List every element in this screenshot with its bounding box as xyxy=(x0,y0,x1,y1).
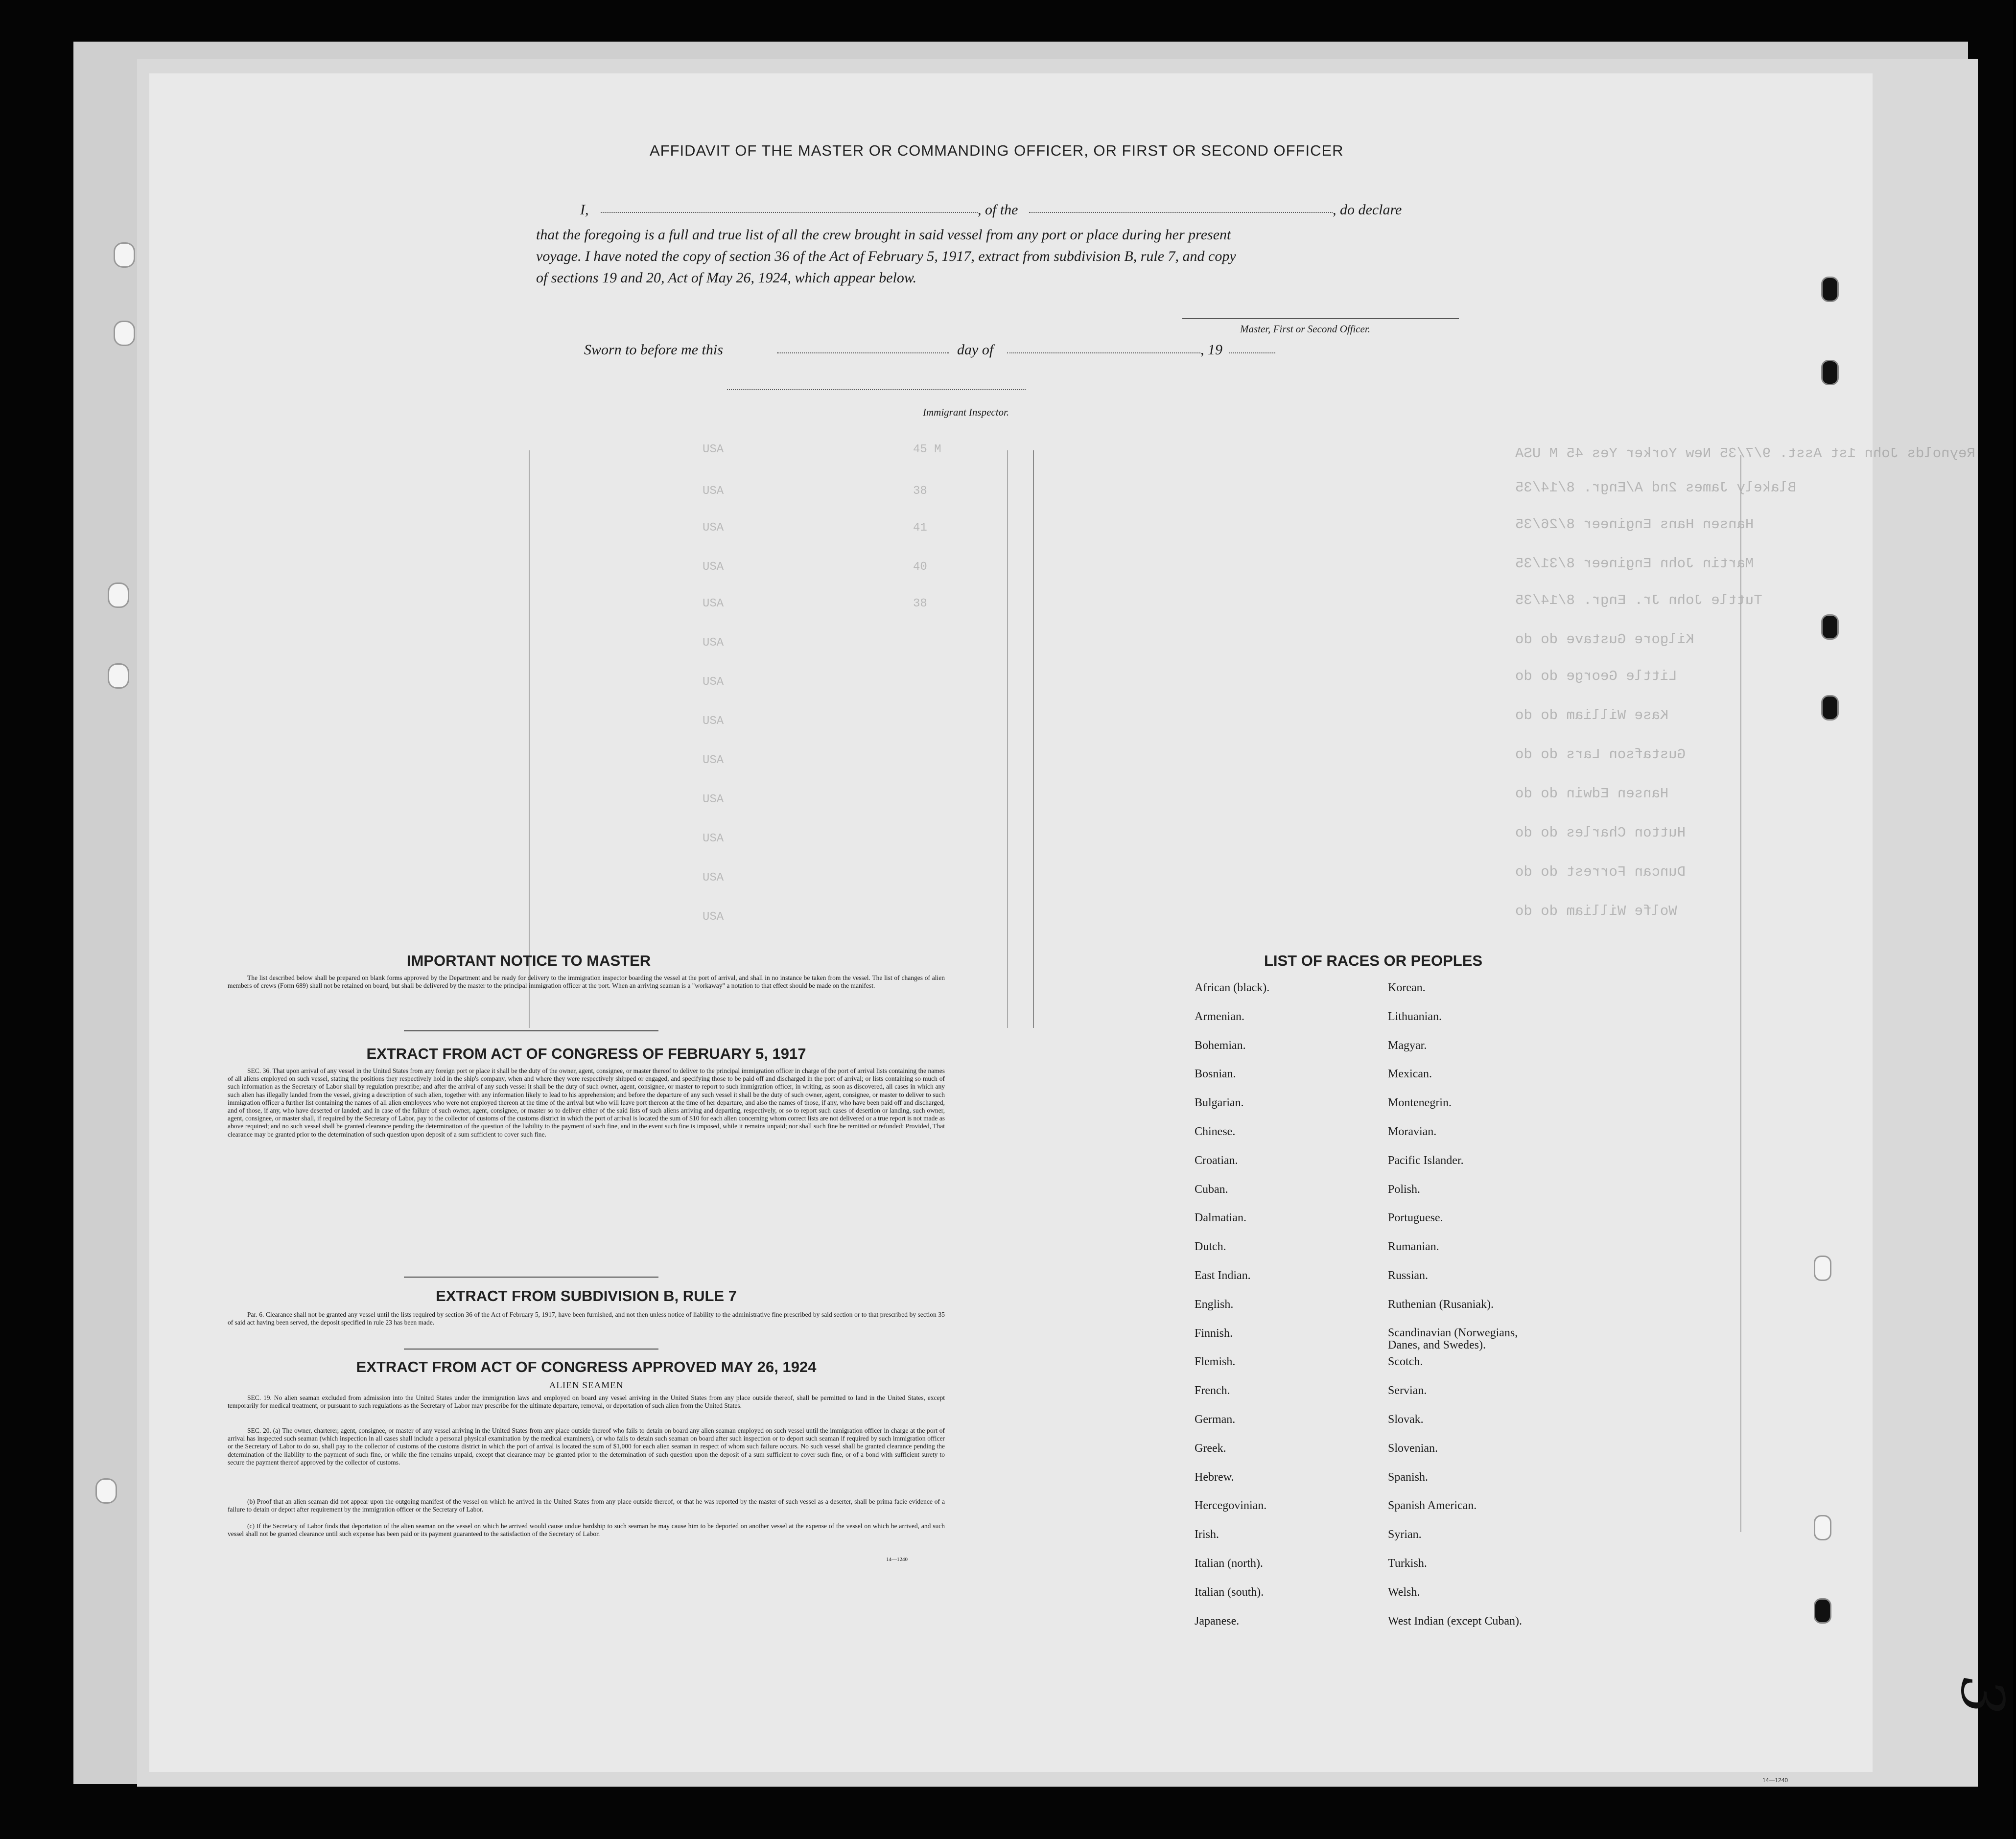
race-item: German. xyxy=(1195,1413,1236,1426)
binder-hole xyxy=(114,321,135,346)
bleed-through-text: Hutton Charles do do xyxy=(1515,825,1686,841)
bleed-through-text: 38 xyxy=(913,597,927,610)
bleed-through-text: USA xyxy=(703,910,724,924)
rule7-title: EXTRACT FROM SUBDIVISION B, RULE 7 xyxy=(436,1287,737,1304)
race-item: Russian. xyxy=(1388,1269,1429,1282)
race-item: Dalmatian. xyxy=(1195,1211,1246,1225)
race-item: Bohemian. xyxy=(1195,1039,1246,1052)
rule7-text: Par. 6. Clearance shall not be granted any vessel until the lists required by section 36 of the Act of February 5, 1917, have been furnished, and not then unless notice of liability to the administrative fine prescribed by said section or to that prescribed by section 35 of said act having been served, the deposit specified in rule 23 has been made. xyxy=(228,1311,945,1327)
bleed-through-rule xyxy=(529,450,530,1028)
race-item: Portuguese. xyxy=(1388,1211,1443,1225)
race-item: Servian. xyxy=(1388,1384,1427,1397)
race-item: Magyar. xyxy=(1388,1039,1427,1052)
race-item: Polish. xyxy=(1388,1183,1421,1196)
bleed-through-text: USA xyxy=(703,675,724,689)
race-item: African (black). xyxy=(1195,981,1270,994)
race-item: Mexican. xyxy=(1388,1068,1432,1081)
affidavit-title: AFFIDAVIT OF THE MASTER OR COMMANDING OFFICER, OR FIRST OR SECOND OFFICER xyxy=(650,142,1344,159)
bleed-through-text: Reynolds John 1st Asst. 9/7/35 New Yorker Yes 45 M USA xyxy=(1515,445,1975,462)
bleed-through-text: 38 xyxy=(913,485,927,498)
bleed-through-text: Martin John Engineer 8/31/35 xyxy=(1515,556,1754,572)
sworn-label: Sworn to before me this xyxy=(584,342,723,358)
bleed-through-text: Hansen Edwin do do xyxy=(1515,786,1669,802)
race-item: Ruthenian (Rusaniak). xyxy=(1388,1298,1494,1311)
bleed-through-text: 40 xyxy=(913,560,927,574)
race-item: Slovak. xyxy=(1388,1413,1424,1426)
sworn-month-field[interactable] xyxy=(1007,352,1200,353)
race-item: Spanish. xyxy=(1388,1470,1429,1484)
race-item: Finnish. xyxy=(1195,1327,1233,1340)
bleed-through-text: Tuttle John Jr. Engr. 8/14/35 xyxy=(1515,592,1762,608)
bleed-through-text: USA xyxy=(703,715,724,728)
race-item: Hercegovinian. xyxy=(1195,1499,1267,1513)
race-item: Chinese. xyxy=(1195,1125,1236,1138)
day-of-label: day of xyxy=(957,342,994,358)
race-item: Italian (north). xyxy=(1195,1557,1263,1570)
bleed-through-text: 41 xyxy=(913,521,927,535)
race-item: Pacific Islander. xyxy=(1388,1154,1464,1167)
affidavit-body-line: voyage. I have noted the copy of section 36 of the Act of February 5, 1917, extract from subdivision B, rule 7, and copy xyxy=(536,248,1236,264)
master-signature-line[interactable] xyxy=(1182,318,1459,319)
footer-form-number: 14—1240 xyxy=(1762,1777,1788,1784)
extract-1924-title: EXTRACT FROM ACT OF CONGRESS APPROVED MAY 26, 1924 xyxy=(356,1358,817,1375)
bleed-through-text: USA xyxy=(703,485,724,498)
race-item: Turkish. xyxy=(1388,1557,1427,1570)
sworn-year-field[interactable] xyxy=(1229,352,1275,353)
binder-hole xyxy=(108,582,129,608)
bleed-through-text: USA xyxy=(703,443,724,456)
extract-1924-sec20c: (c) If the Secretary of Labor finds that deportation of the alien seaman on the vessel on which he arrived would cause undue hardship to such seaman he may cause him to be deported on another vessel at the expense of the vessel on which he arrived, and such vessel shall not be granted clearance until such expense has been paid or its payment guaranteed to the satisfaction of the Secretary of Labor. xyxy=(228,1522,945,1538)
binder-hole xyxy=(1814,1598,1831,1624)
binder-hole xyxy=(1821,695,1839,721)
affidavit-of-the-label: , of the xyxy=(978,202,1018,218)
affidavit-body-line: that the foregoing is a full and true list of all the crew brought in said vessel from any port or place during her present xyxy=(536,227,1231,243)
extract-1924-sec20b: (b) Proof that an alien seaman did not appear upon the outgoing manifest of the vessel on which he arrived in the United States from any place outside thereof, or that he was reported by the master of such vessel as a deserter, shall be prima facie evidence of a failure to detain or deport after requirement by the immigration officer or the Secretary of Labor. xyxy=(228,1498,945,1513)
bleed-through-text: Kase William do do xyxy=(1515,707,1669,723)
binder-hole xyxy=(114,242,135,268)
binder-hole xyxy=(1821,360,1839,385)
race-item: Cuban. xyxy=(1195,1183,1228,1196)
section-divider xyxy=(404,1030,658,1031)
binder-hole xyxy=(1821,614,1839,640)
bleed-through-text: Duncan Forrest do do xyxy=(1515,864,1686,880)
race-item: Scotch. xyxy=(1388,1355,1423,1369)
race-item: Spanish American. xyxy=(1388,1499,1477,1513)
race-item: Korean. xyxy=(1388,981,1426,994)
extract-1917-text: SEC. 36. That upon arrival of any vessel in the United States from any foreign port or place it shall be the duty of the owner, agent, consignee, or master thereof to deliver to the principal immigration officer in charge of the port of arrival lists containing the names of all aliens employed on such vessel, stating the positions they respectively hold in the ship's company, when and where they were respectively shipped or engaged, and specifying those to be paid off and discharged in the port of arrival; or lists containing so much of such information as the Secretary of Labor shall by regulation prescribe; and after the arrival of any such vessel it shall be the duty of such owner, agent, consignee, or master to report to such immigration officer, in writing, as soon as discovered, all cases in which any such alien has illegally landed from the vessel, giving a description of such alien, together with any information likely to lead to his apprehension; and before the departure of any such vessel it shall be the duty of such owner, agent, consignee, or master to deliver to such immigration officer a further list containing the names of all alien employees who were not employed thereon at the time of the arrival but who will leave port thereon at the time of her departure, and also the names of those, if any, who have been paid off and discharged, and of those, if any, who have deserted or landed; and in case of the failure of such owner, agent, consignee, or master so to deliver either of the said lists of such aliens arriving and departing, respectively, or so to report such cases of desertion or landing, such owner, agent, consignee, or master shall, if required by the Secretary of Labor, pay to the collector of customs of the customs district in which the port of arrival is located the sum of $10 for each alien concerning whom correct lists are not delivered or a true report is not made as above required; and no such vessel shall be granted clearance pending the determination of the question of the liability to the payment of such fine, and in the event such fine is imposed, while it remains unpaid; nor shall such fine be remitted or refunded: Provided, That clearance may be granted prior to the determination of such question upon deposit of a sum sufficient to cover such fine. xyxy=(228,1067,945,1138)
race-item: Bosnian. xyxy=(1195,1068,1236,1081)
vessel-name-field[interactable] xyxy=(1029,212,1333,213)
race-item: Greek. xyxy=(1195,1442,1226,1455)
inspector-signature-line[interactable] xyxy=(727,389,1026,390)
race-item: Croatian. xyxy=(1195,1154,1238,1167)
sworn-day-field[interactable] xyxy=(777,352,949,353)
bleed-through-text: USA xyxy=(703,871,724,885)
race-item: West Indian (except Cuban). xyxy=(1388,1614,1522,1628)
extract-1924-subtitle: ALIEN SEAMEN xyxy=(549,1380,624,1391)
affidavit-declare-label: , do declare xyxy=(1333,202,1402,218)
race-item: Rumanian. xyxy=(1388,1240,1439,1254)
bleed-through-text: Gustafson Lars do do xyxy=(1515,746,1686,763)
bleed-through-text: USA xyxy=(703,793,724,806)
affidavit-i-label: I, xyxy=(580,202,589,218)
race-item: Dutch. xyxy=(1195,1240,1226,1254)
binder-hole xyxy=(1814,1515,1831,1540)
extract-1924-sec19: SEC. 19. No alien seaman excluded from admission into the United States under the immigration laws and employed on board any vessel arriving in the United States from any place outside thereof, shall be permitted to land in the United States, except temporarily for medical treatment, or pursuant to such regulations as the Secretary of Labor may prescribe for the ultimate departure, removal, or deportation of such alien from the United States. xyxy=(228,1394,945,1410)
race-item: Armenian. xyxy=(1195,1010,1244,1023)
bleed-through-rule xyxy=(1740,455,1741,1532)
extract-form-number: 14—1240 xyxy=(886,1557,908,1562)
master-signature-caption: Master, First or Second Officer. xyxy=(1240,323,1370,335)
section-divider xyxy=(404,1349,658,1350)
bleed-through-text: Wolfe William do do xyxy=(1515,903,1677,919)
race-item: Hebrew. xyxy=(1195,1470,1234,1484)
race-item: Flemish. xyxy=(1195,1355,1236,1369)
race-item: East Indian. xyxy=(1195,1269,1251,1282)
race-item: Scandinavian (Norwegians, Danes, and Swedes). xyxy=(1388,1326,1518,1351)
binder-hole xyxy=(108,663,129,689)
race-item: English. xyxy=(1195,1298,1234,1311)
race-item: Montenegrin. xyxy=(1388,1096,1452,1110)
bleed-through-text: USA xyxy=(703,521,724,535)
officer-name-field[interactable] xyxy=(601,212,978,213)
binder-hole xyxy=(95,1478,117,1504)
affidavit-body-line: of sections 19 and 20, Act of May 26, 1924, which appear below. xyxy=(536,270,917,286)
bleed-through-rule xyxy=(1033,450,1034,1028)
manifest-page xyxy=(149,73,2016,1772)
extract-1924-sec20a: SEC. 20. (a) The owner, charterer, agent, consignee, or master of any vessel arriving in the United States from any place outside thereof who fails to detain on board any alien seaman employed on such vessel until the immigration officer in charge at the port of arrival has inspected such seaman (which inspection in all cases shall include a personal physical examination by the medical examiners), or who fails to detain such seaman on board after such inspection or to deport such seaman if required by such immigration officer or the Secretary of Labor to do so, shall pay to the collector of customs of the customs district in which the port of arrival is located the sum of $1,000 for each alien seaman in respect of whom such failure occurs. No such vessel shall be granted clearance pending the determination of the liability to the payment of such fine, or while the fine remains unpaid, except that clearance may be granted prior to the determination of such question upon the deposit of a sum sufficient to cover such fine, or of a bond with sufficient surety to secure the payment thereof approved by the collector of customs. xyxy=(228,1427,945,1466)
bleed-through-text: 45 M xyxy=(913,443,941,456)
bleed-through-text: USA xyxy=(703,597,724,610)
race-item: Welsh. xyxy=(1388,1585,1420,1599)
bleed-through-text: Blakely James 2nd A/Engr. 8/14/35 xyxy=(1515,480,1797,496)
bleed-through-text: Little George do do xyxy=(1515,668,1677,684)
binder-hole xyxy=(1814,1256,1831,1281)
race-item: Moravian. xyxy=(1388,1125,1437,1138)
race-item: Slovenian. xyxy=(1388,1442,1438,1455)
bleed-through-text: USA xyxy=(703,560,724,574)
year-label: , 19 xyxy=(1200,342,1222,358)
bleed-through-rule xyxy=(1007,450,1008,1028)
bleed-through-text: USA xyxy=(703,754,724,767)
bleed-through-text: USA xyxy=(703,832,724,845)
notice-text: The list described below shall be prepared on blank forms approved by the Department and be ready for delivery to the immigration inspector boarding the vessel at the port of arrival, and shall in no instance be taken from the vessel. The list of changes of alien members of crews (Form 689) shall not be retained on board, but shall be delivered by the master to the principal immigration officer at the port. When an arriving seaman is a "workaway" a notation to that effect should be made on the manifest. xyxy=(228,974,945,990)
race-item: French. xyxy=(1195,1384,1230,1397)
bleed-through-text: Hansen Hans Engineer 8/26/35 xyxy=(1515,516,1754,533)
extract-1917-title: EXTRACT FROM ACT OF CONGRESS OF FEBRUARY 5, 1917 xyxy=(366,1045,806,1062)
section-divider xyxy=(404,1277,658,1278)
race-item: Japanese. xyxy=(1195,1614,1240,1628)
races-title: LIST OF RACES OR PEOPLES xyxy=(1264,952,1483,969)
notice-title: IMPORTANT NOTICE TO MASTER xyxy=(406,952,651,969)
handwritten-page-number: 3 xyxy=(1947,1677,2016,1715)
inspector-caption: Immigrant Inspector. xyxy=(923,406,1009,418)
race-item: Lithuanian. xyxy=(1388,1010,1442,1023)
race-item: Irish. xyxy=(1195,1528,1219,1541)
bleed-through-text: Kilgore Gustave do do xyxy=(1515,631,1694,648)
binder-hole xyxy=(1821,277,1839,302)
bleed-through-text: USA xyxy=(703,636,724,650)
race-item: Syrian. xyxy=(1388,1528,1422,1541)
race-item: Bulgarian. xyxy=(1195,1096,1244,1110)
race-item: Italian (south). xyxy=(1195,1585,1264,1599)
